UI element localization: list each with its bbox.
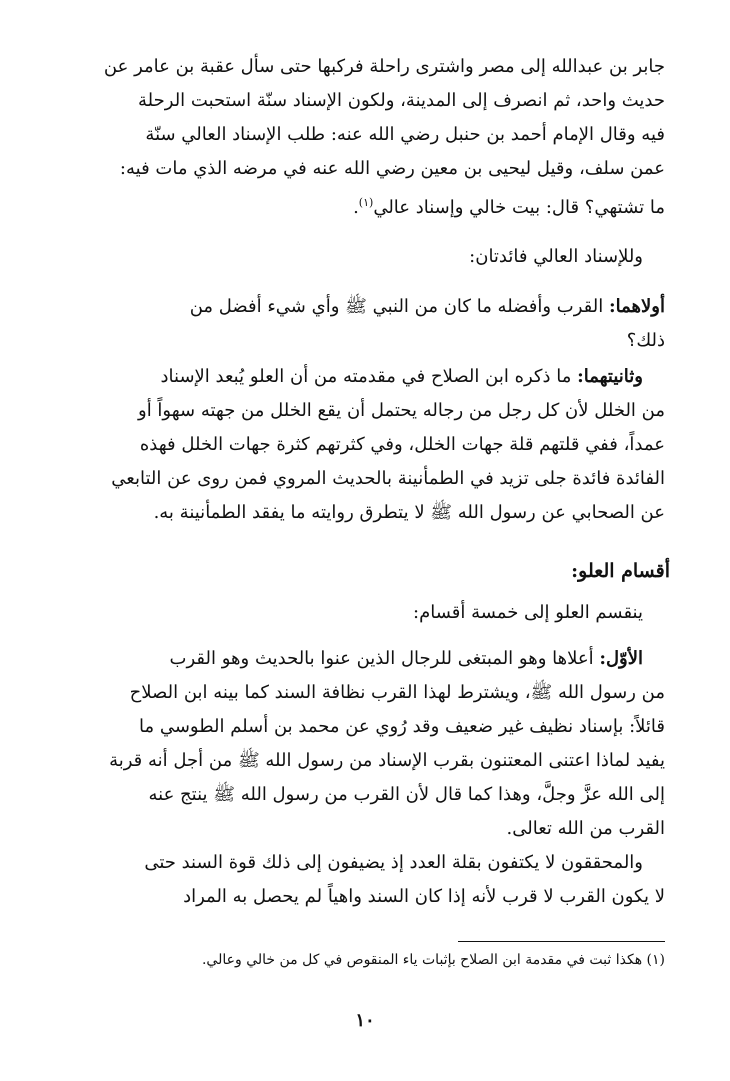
text-line: إلى الله عزَّ وجلَّ، وهذا كما قال لأن القرب من رسول الله ﷺ ينتج عنه: [148, 784, 665, 805]
text-run: ما تشتهي؟ قال: بيت خالي وإسناد عالي: [373, 197, 665, 218]
paragraph-label: الأوّل:: [599, 648, 643, 669]
text-line: القرب من الله تعالى.: [506, 818, 665, 839]
text-line: فيه وقال الإمام أحمد بن حنبل رضي الله عنه: طلب الإسناد العالي سنّة: [145, 124, 665, 145]
text-line: [60, 290, 665, 324]
text-line: من رسول الله ﷺ، ويشترط لهذا القرب نظافة السند كما بينه ابن الصلاح: [129, 682, 665, 703]
text-line: يفيد لماذا اعتنى المعتنون بقرب الإسناد من رسول الله ﷺ من أجل أنه قربة: [109, 750, 665, 771]
text-line: من الخلل لأن كل رجل من رجاله يحتمل أن يقع الخلل من جهته سهواً أو: [138, 400, 665, 421]
text-line: جابر بن عبدالله إلى مصر واشترى راحلة فركبها حتى سأل عقبة بن عامر عن: [103, 56, 665, 77]
paragraph-6: [60, 642, 665, 846]
text-line: ذلك؟: [626, 330, 665, 351]
text-line: قائلاً: بإسناد نظيف غير ضعيف وقد رُوي عن محمد بن أسلم الطوسي ما: [139, 716, 665, 737]
paragraph-label: أولاهما:: [609, 296, 665, 317]
paragraph-label: وثانيتهما:: [577, 366, 643, 387]
text-run: القرب وأفضله ما كان من النبي ﷺ وأي شيء أفضل من: [189, 296, 604, 317]
paragraph-2: [60, 240, 665, 274]
footnote-ref: (١): [358, 196, 374, 209]
text-line: [60, 360, 665, 394]
footnote-separator: [458, 941, 665, 942]
text-line: [60, 642, 665, 676]
text-line: ما تشتهي؟ قال: بيت خالي وإسناد عالي$^{(١)}$.: [353, 196, 665, 218]
text-line: عمداً، ففي قلتهم قلة جهات الخلل، وفي كثرتهم كثرة جهات الخلل فهذه: [139, 434, 665, 455]
text-line: الفائدة فائدة جلى تزيد في الطمأنينة بالحديث المروي فمن روى عن التابعي: [111, 468, 665, 489]
text-line: عمن سلف، وقيل ليحيى بن معين رضي الله عنه في مرضه الذي مات فيه:: [119, 158, 665, 179]
text-run: ما ذكره ابن الصلاح في مقدمته من أن العلو يُبعد الإسناد: [160, 366, 572, 387]
page-number: ١٠: [355, 1010, 375, 1031]
footnote: (١) هكذا ثبت في مقدمة ابن الصلاح بإثبات ياء المنقوص في كل من خالي وعالي.: [201, 952, 665, 968]
text-run: أعلاها وهو المبتغى للرجال الذين عنوا بالحديث وهو القرب: [169, 648, 594, 669]
paragraph-7: [60, 846, 665, 914]
text-line: ينقسم العلو إلى خمسة أقسام:: [413, 602, 643, 623]
section-heading: أقسام العلو:: [571, 560, 670, 582]
text-line: وللإسناد العالي فائدتان:: [469, 246, 643, 267]
paragraph-5: [60, 596, 665, 630]
paragraph-1: [60, 50, 665, 220]
text-line: عن الصحابي عن رسول الله ﷺ لا يتطرق روايته ما يفقد الطمأنينة به.: [153, 502, 665, 523]
text-line: لا يكون القرب لا قرب لأنه إذا كان السند واهياً لم يحصل به المراد: [183, 886, 665, 907]
text-line: والمحققون لا يكتفون بقلة العدد إذ يضيفون إلى ذلك قوة السند حتى: [144, 852, 643, 873]
paragraph-3: [60, 290, 665, 358]
paragraph-4: [60, 360, 665, 530]
text-line: حديث واحد، ثم انصرف إلى المدينة، ولكون الإسناد سنّة استحبت الرحلة: [138, 90, 665, 111]
